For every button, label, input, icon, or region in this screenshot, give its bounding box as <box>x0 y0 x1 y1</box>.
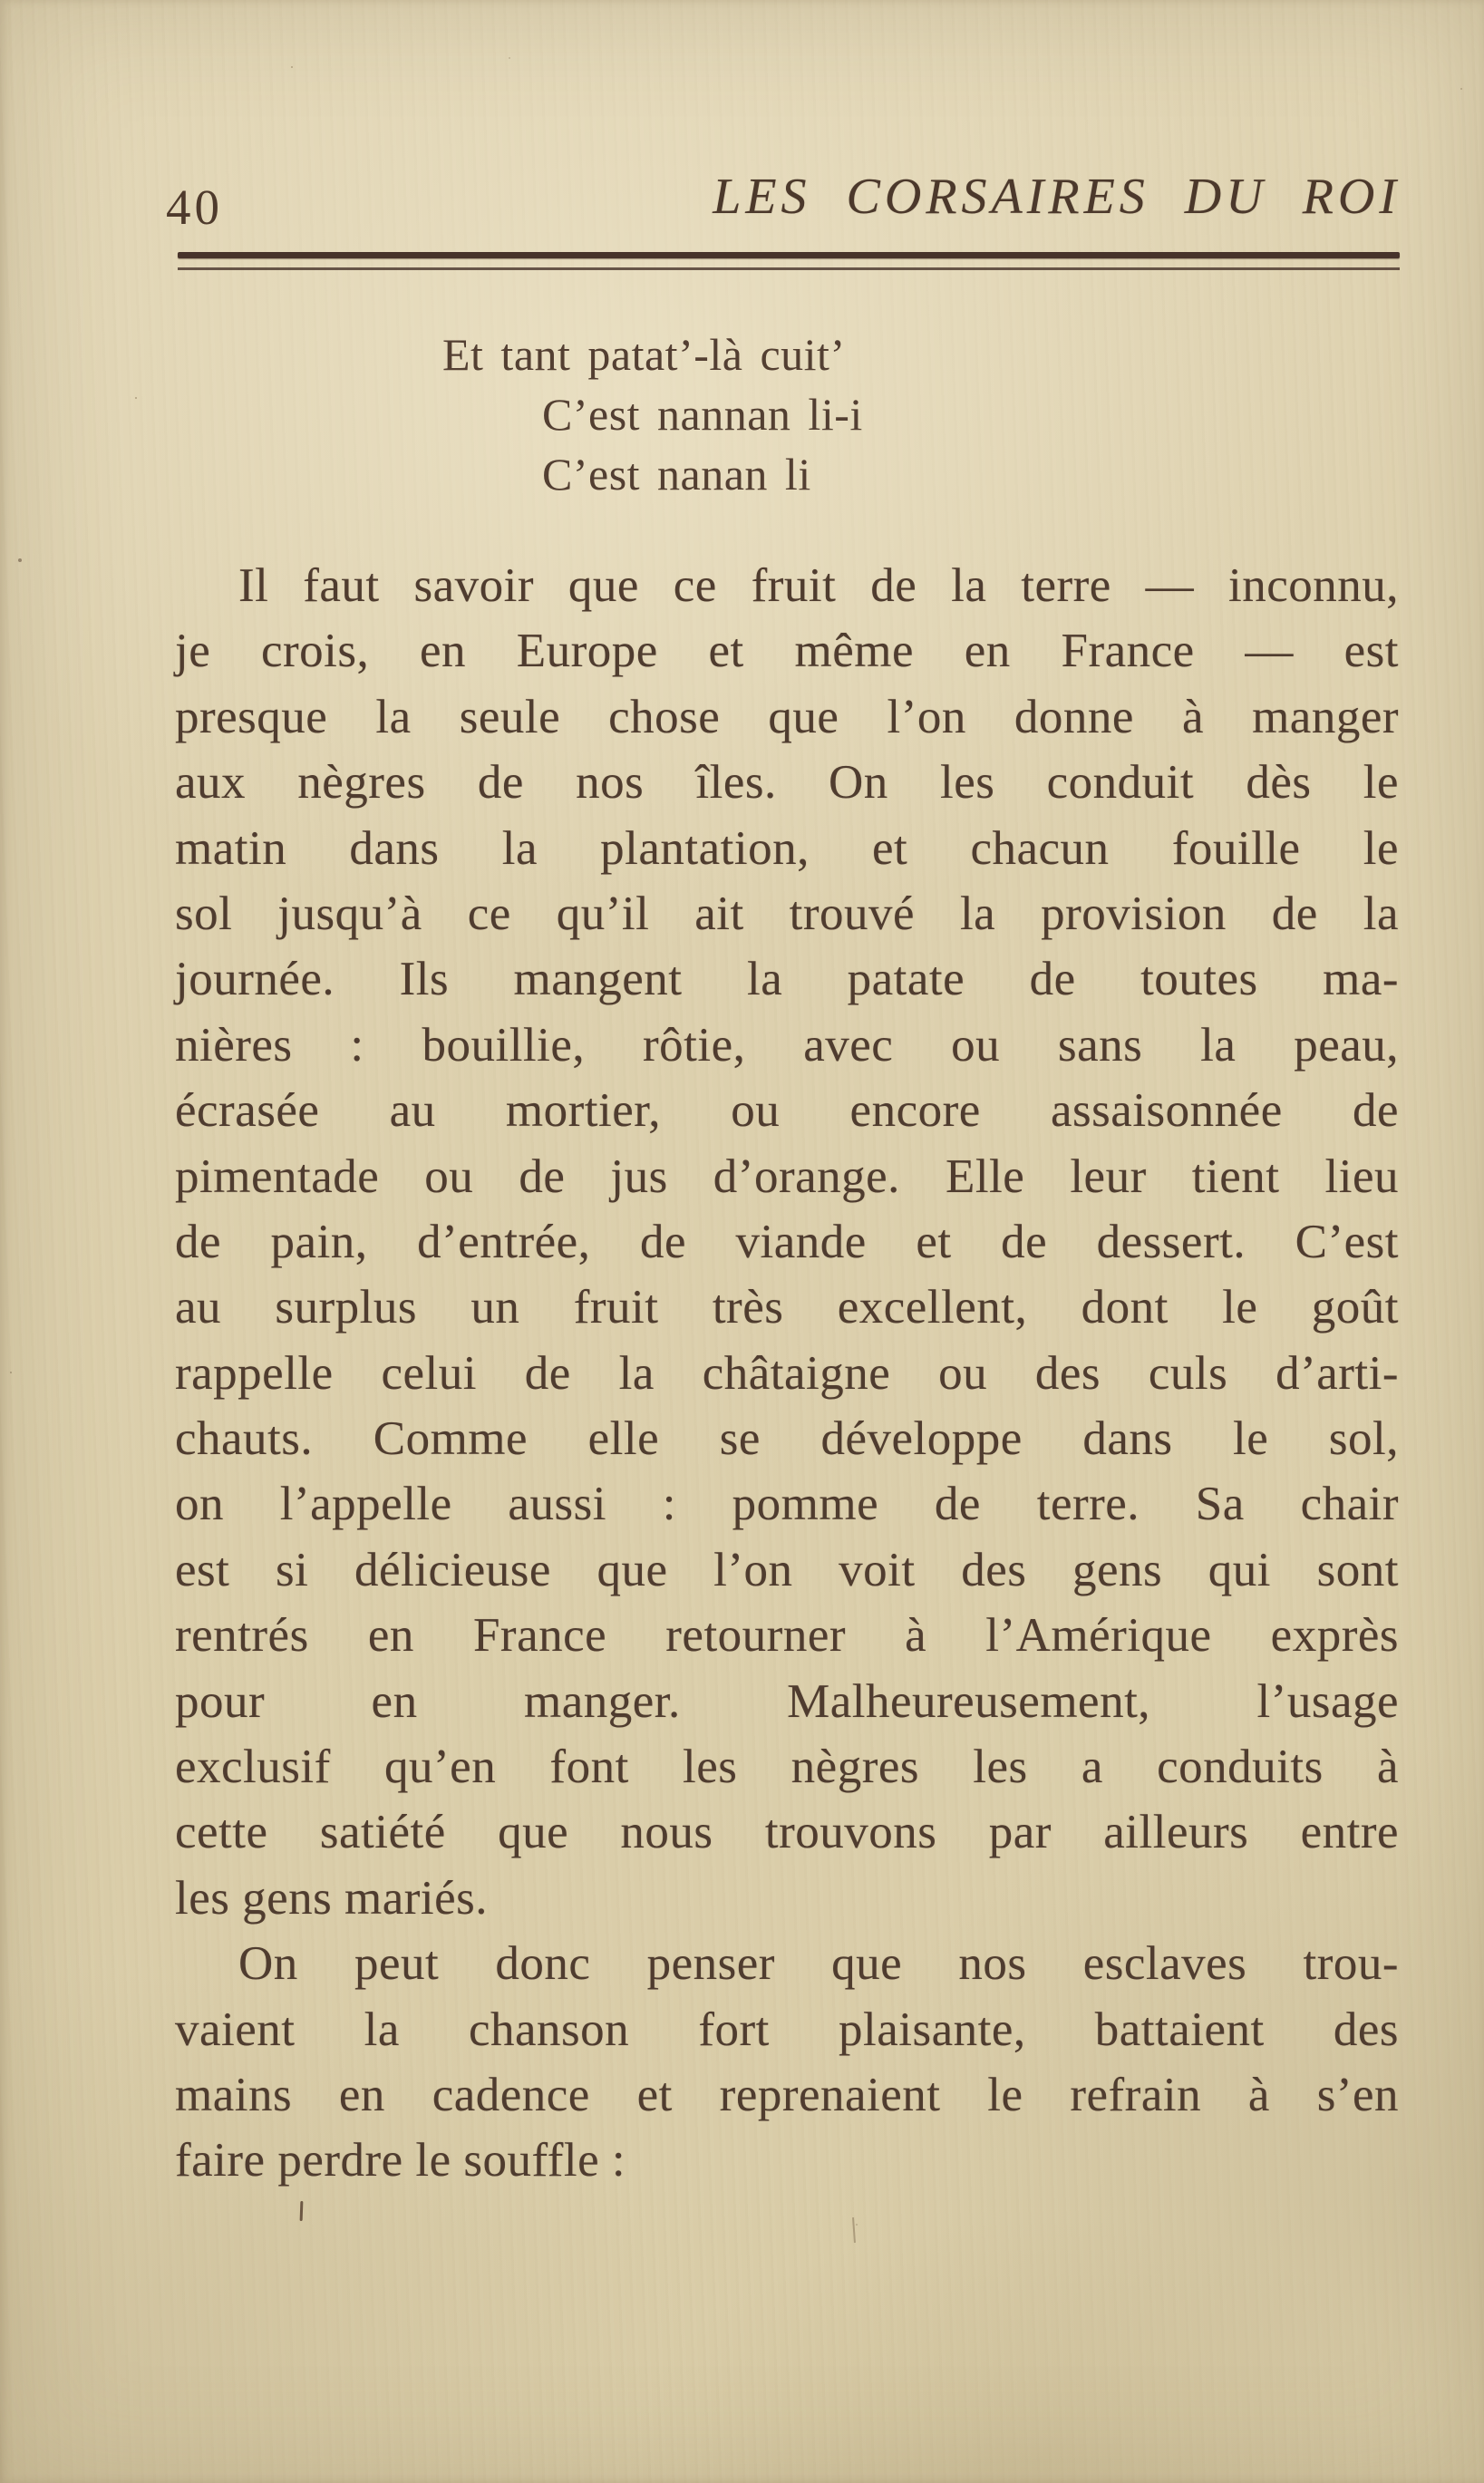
verse-block <box>442 325 863 504</box>
body-line: pour en manger. Malheureusement, l’usage <box>175 1674 1399 1728</box>
body-line: mains en cadence et reprenaient le refrain à s’en <box>175 2068 1399 2121</box>
body-line: faire perdre le souffle : <box>175 2134 626 2187</box>
header-rule-thick <box>178 252 1400 258</box>
body-line: chauts. Comme elle se développe dans le sol, <box>175 1412 1399 1466</box>
body-line: rappelle celui de la châtaigne ou des culs d’arti- <box>175 1346 1399 1400</box>
body-line: écrasée au mortier, ou encore assaisonnée de <box>175 1084 1399 1138</box>
body-line: exclusif qu’en font les nègres les a conduits à <box>175 1741 1399 1794</box>
body-line: presque la seule chose que l’on donne à manger <box>175 690 1399 743</box>
verse-line: Et tant patat’-là cuit’ <box>442 329 846 380</box>
paper-hair <box>852 2217 856 2243</box>
body-line: nières : bouillie, rôtie, avec ou sans la peau, <box>175 1018 1399 1072</box>
body-line: Il faut savoir que ce fruit de la terre — inconnu, <box>238 559 1399 612</box>
verse-line: C’est nanan li <box>542 449 811 500</box>
body-line: matin dans la plantation, et chacun fouille le <box>175 821 1399 875</box>
body-line: On peut donc penser que nos esclaves trou- <box>238 1937 1399 1991</box>
body-line: cette satiété que nous trouvons par ailleurs entre <box>175 1806 1399 1859</box>
body-line: sol jusqu’à ce qu’il ait trouvé la provision de la <box>175 887 1399 940</box>
running-title: LES CORSAIRES DU ROI <box>713 169 1401 225</box>
body-line: vaient la chanson fort plaisante, battaient des <box>175 2003 1399 2056</box>
paper-fiber <box>300 2201 304 2221</box>
body-line: de pain, d’entrée, de viande et de dessert. C’est <box>175 1215 1399 1268</box>
body-line: rentrés en France retourner à l’Amérique exprès <box>175 1609 1399 1663</box>
page-number: 40 <box>166 179 223 235</box>
body-line: au surplus un fruit très excellent, dont le goût <box>175 1281 1399 1334</box>
body-text <box>175 553 1399 2194</box>
body-line: est si délicieuse que l’on voit des gens qui sont <box>175 1543 1399 1596</box>
body-line: on l’appelle aussi : pomme de terre. Sa chair <box>175 1478 1399 1531</box>
body-line: journée. Ils mangent la patate de toutes ma- <box>175 953 1399 1006</box>
paper-speck <box>0 0 4 4</box>
header-rule-thin <box>178 267 1400 270</box>
body-line: aux nègres de nos îles. On les conduit dès le <box>175 756 1399 810</box>
body-line: les gens mariés. <box>175 1871 489 1925</box>
body-line: je crois, en Europe et même en France — est <box>175 625 1399 678</box>
verse-line: C’est nannan li-i <box>542 389 863 440</box>
body-line: pimentade ou de jus d’orange. Elle leur tient lieu <box>175 1149 1399 1203</box>
